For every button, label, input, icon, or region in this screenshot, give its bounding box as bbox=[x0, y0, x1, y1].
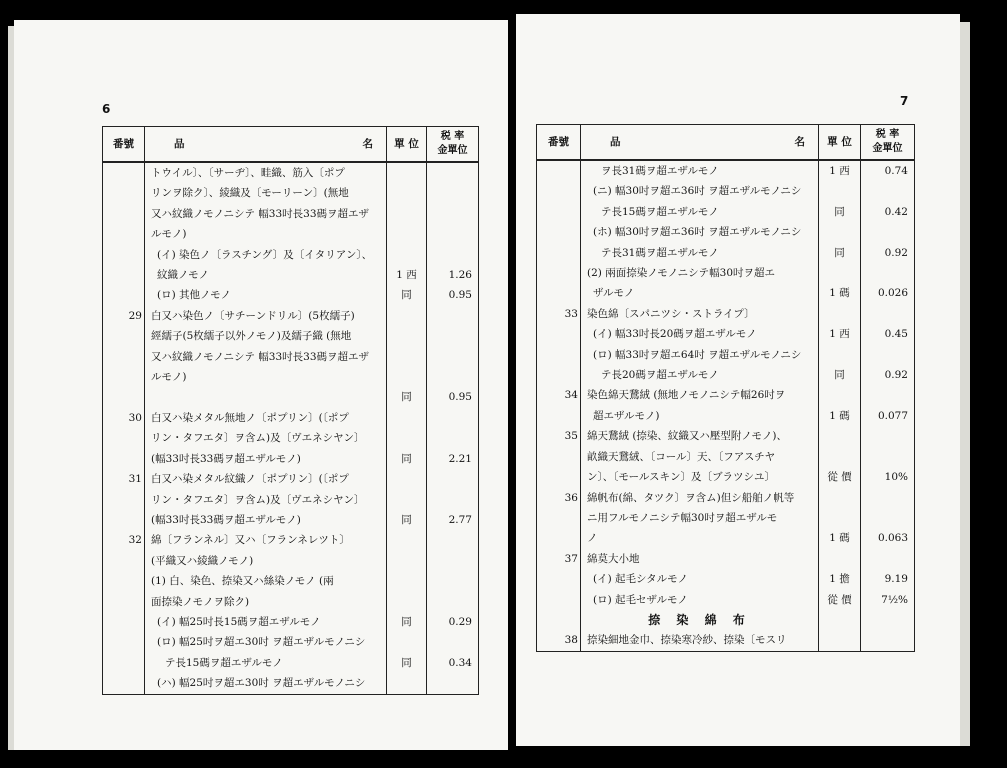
table-row bbox=[537, 263, 915, 283]
entry-number: 34 bbox=[537, 385, 581, 405]
item-description: リンヲ除ク〕、綾織及〔モーリーン〕(無地 bbox=[145, 183, 387, 203]
header-no: 番號 bbox=[103, 127, 145, 163]
unit-cell: 同 bbox=[387, 285, 427, 305]
entry-number bbox=[537, 365, 581, 385]
item-description: (イ) 起毛シタルモノ bbox=[581, 569, 819, 589]
unit-cell: 同 bbox=[387, 510, 427, 530]
item-description: 染色綿天鵞絨 (無地ノモノニシテ幅26吋ヲ bbox=[581, 385, 819, 405]
unit-cell bbox=[387, 632, 427, 652]
rate-cell bbox=[861, 426, 915, 446]
header-unit: 單 位 bbox=[387, 127, 427, 163]
table-header bbox=[537, 125, 915, 161]
table-row bbox=[537, 590, 915, 610]
unit-cell bbox=[387, 530, 427, 550]
rate-cell bbox=[427, 408, 479, 428]
page-stack-edge bbox=[8, 26, 14, 750]
rate-cell bbox=[427, 571, 479, 591]
table-row bbox=[537, 569, 915, 589]
item-description: (ロ) 其他ノモノ bbox=[145, 285, 387, 305]
item-description: ン〕、〔モールスキン〕及〔ブラツシユ〕 bbox=[581, 467, 819, 487]
table-row bbox=[103, 204, 479, 224]
rate-cell bbox=[427, 204, 479, 224]
unit-cell bbox=[819, 222, 861, 242]
table-row bbox=[537, 181, 915, 201]
rate-cell: 2.77 bbox=[427, 510, 479, 530]
table-row bbox=[537, 406, 915, 426]
table-row bbox=[103, 326, 479, 346]
rate-cell bbox=[427, 469, 479, 489]
entry-number: 37 bbox=[537, 549, 581, 569]
table-row bbox=[103, 224, 479, 244]
table-row bbox=[537, 160, 915, 181]
unit-cell: 1 擔 bbox=[819, 569, 861, 589]
table-row bbox=[103, 632, 479, 652]
unit-cell bbox=[819, 426, 861, 446]
unit-cell: 1 西 bbox=[819, 324, 861, 344]
entry-number bbox=[537, 569, 581, 589]
item-description: テ長31碼ヲ超エザルモノ bbox=[581, 243, 819, 263]
unit-cell bbox=[819, 385, 861, 405]
item-description: (ニ) 幅30吋ヲ超エ36吋 ヲ超エザルモノニシ bbox=[581, 181, 819, 201]
page-number-left: 6 bbox=[102, 102, 111, 116]
item-description: (ロ) 幅33吋ヲ超エ64吋 ヲ超エザルモノニシ bbox=[581, 345, 819, 365]
item-description: (ロ) 幅25吋ヲ超エ30吋 ヲ超エザルモノニシ bbox=[145, 632, 387, 652]
rate-cell: 0.95 bbox=[427, 387, 479, 407]
unit-cell bbox=[387, 592, 427, 612]
item-description: テ長15碼ヲ超エザルモノ bbox=[581, 202, 819, 222]
table-body-left bbox=[103, 162, 479, 694]
tariff-table-left bbox=[102, 126, 479, 695]
item-description: 又ハ紋織ノモノニシテ 幅33吋長33碼ヲ超エザ bbox=[145, 204, 387, 224]
unit-cell bbox=[387, 306, 427, 326]
table-row bbox=[103, 306, 479, 326]
header-rate: 税 率 金單位 bbox=[427, 127, 479, 163]
rate-cell bbox=[427, 551, 479, 571]
table-row bbox=[103, 428, 479, 448]
unit-cell bbox=[387, 367, 427, 387]
item-description: (2) 兩面捺染ノモノニシテ幅30吋ヲ超エ bbox=[581, 263, 819, 283]
rate-cell bbox=[427, 347, 479, 367]
entry-number: 33 bbox=[537, 304, 581, 324]
unit-cell bbox=[819, 488, 861, 508]
rate-cell: 2.21 bbox=[427, 449, 479, 469]
item-description: 綿天鵞絨 (捺染、紋織又ハ壓型附ノモノ)、 bbox=[581, 426, 819, 446]
entry-number: 30 bbox=[103, 408, 145, 428]
unit-cell bbox=[387, 204, 427, 224]
rate-cell: 0.063 bbox=[861, 528, 915, 548]
entry-number bbox=[103, 245, 145, 265]
table-row bbox=[103, 612, 479, 632]
table-row bbox=[537, 202, 915, 222]
rate-cell: 10% bbox=[861, 467, 915, 487]
table-row bbox=[537, 549, 915, 569]
rate-cell: 0.42 bbox=[861, 202, 915, 222]
table-body-right bbox=[537, 160, 915, 651]
entry-number bbox=[103, 162, 145, 183]
table-row bbox=[537, 508, 915, 528]
unit-cell: 1 西 bbox=[819, 160, 861, 181]
item-description: ノ bbox=[581, 528, 819, 548]
unit-cell bbox=[387, 162, 427, 183]
entry-number bbox=[103, 612, 145, 632]
rate-cell bbox=[427, 592, 479, 612]
unit-cell: 同 bbox=[387, 653, 427, 673]
unit-cell bbox=[387, 183, 427, 203]
rate-cell bbox=[861, 549, 915, 569]
item-description: 綿莫大小地 bbox=[581, 549, 819, 569]
unit-cell bbox=[387, 326, 427, 346]
item-description: (幅33吋長33碼ヲ超エザルモノ) bbox=[145, 449, 387, 469]
item-description: 捺染細地金巾、捺染寒冷紗、捺染〔モスリ bbox=[581, 630, 819, 651]
header-item-name: 品 名 bbox=[145, 127, 387, 163]
item-description: ニ用フルモノニシテ幅30吋ヲ超エザルモ bbox=[581, 508, 819, 528]
rate-cell bbox=[427, 162, 479, 183]
entry-number bbox=[103, 571, 145, 591]
entry-number bbox=[103, 183, 145, 203]
unit-cell bbox=[387, 245, 427, 265]
rate-cell bbox=[861, 630, 915, 651]
table-row bbox=[537, 222, 915, 242]
rate-cell bbox=[427, 632, 479, 652]
unit-cell: 同 bbox=[819, 365, 861, 385]
table-row bbox=[103, 367, 479, 387]
unit-cell: 從 價 bbox=[819, 467, 861, 487]
entry-number bbox=[537, 528, 581, 548]
unit-cell: 1 西 bbox=[387, 265, 427, 285]
rate-cell bbox=[427, 183, 479, 203]
unit-cell: 從 價 bbox=[819, 590, 861, 610]
rate-cell bbox=[427, 367, 479, 387]
unit-cell bbox=[819, 263, 861, 283]
unit-cell bbox=[819, 304, 861, 324]
rate-cell bbox=[861, 385, 915, 405]
unit-cell bbox=[387, 347, 427, 367]
table-row bbox=[537, 324, 915, 344]
entry-number bbox=[103, 347, 145, 367]
unit-cell: 同 bbox=[819, 202, 861, 222]
table-row bbox=[537, 447, 915, 467]
right-page bbox=[516, 14, 960, 746]
unit-cell: 1 碼 bbox=[819, 283, 861, 303]
unit-cell: 同 bbox=[387, 449, 427, 469]
unit-cell bbox=[819, 181, 861, 201]
entry-number: 36 bbox=[537, 488, 581, 508]
unit-cell bbox=[819, 610, 861, 630]
rate-cell bbox=[861, 345, 915, 365]
rate-cell bbox=[427, 306, 479, 326]
table-row bbox=[537, 610, 915, 630]
item-description: 綿〔フランネル〕又ハ〔フランネレツト〕 bbox=[145, 530, 387, 550]
table-row bbox=[103, 265, 479, 285]
item-description: (イ) 幅25吋長15碼ヲ超エザルモノ bbox=[145, 612, 387, 632]
item-description: (ハ) 幅25吋ヲ超エ30吋 ヲ超エザルモノニシ bbox=[145, 673, 387, 694]
entry-number bbox=[537, 467, 581, 487]
unit-cell bbox=[387, 673, 427, 694]
item-description: 面捺染ノモノヲ除ク) bbox=[145, 592, 387, 612]
entry-number: 29 bbox=[103, 306, 145, 326]
entry-number bbox=[103, 592, 145, 612]
item-description: ザルモノ bbox=[581, 283, 819, 303]
rate-cell bbox=[427, 490, 479, 510]
item-description: 白又ハ染メタル無地ノ〔ポプリン〕(〔ポプ bbox=[145, 408, 387, 428]
item-description: テ長15碼ヲ超エザルモノ bbox=[145, 653, 387, 673]
item-description: (ロ) 起毛セザルモノ bbox=[581, 590, 819, 610]
item-description: (1) 白、染色、捺染又ハ絲染ノモノ (兩 bbox=[145, 571, 387, 591]
entry-number bbox=[103, 367, 145, 387]
rate-cell bbox=[427, 428, 479, 448]
table-row bbox=[537, 243, 915, 263]
rate-cell bbox=[861, 610, 915, 630]
item-description: リン・タフエタ〕ヲ含ム)及〔ヴエネシヤン〕 bbox=[145, 490, 387, 510]
entry-number bbox=[103, 224, 145, 244]
item-description: 又ハ紋織ノモノニシテ 幅33吋長33碼ヲ超エザ bbox=[145, 347, 387, 367]
page-number-right: 7 bbox=[900, 94, 909, 108]
entry-number bbox=[537, 243, 581, 263]
unit-cell bbox=[819, 447, 861, 467]
item-description: 綿帆布(綿、タツク〕ヲ含ム)但シ船舶ノ帆等 bbox=[581, 488, 819, 508]
item-description: ルモノ) bbox=[145, 367, 387, 387]
table-row bbox=[103, 510, 479, 530]
entry-number bbox=[537, 283, 581, 303]
table-header bbox=[103, 127, 479, 163]
table-row bbox=[103, 469, 479, 489]
rate-cell bbox=[861, 508, 915, 528]
rate-cell bbox=[427, 530, 479, 550]
table-row bbox=[103, 408, 479, 428]
table-row bbox=[103, 530, 479, 550]
rate-cell: 7½% bbox=[861, 590, 915, 610]
rate-cell: 0.74 bbox=[861, 160, 915, 181]
table-row bbox=[103, 387, 479, 407]
left-page bbox=[14, 20, 508, 750]
item-description: 染色綿〔スパニツシ・ストライプ〕 bbox=[581, 304, 819, 324]
page-stack-edge bbox=[960, 22, 970, 746]
unit-cell: 1 碼 bbox=[819, 406, 861, 426]
entry-number bbox=[537, 324, 581, 344]
table-row bbox=[537, 426, 915, 446]
header-rate: 税 率 金單位 bbox=[861, 125, 915, 161]
rate-cell bbox=[427, 224, 479, 244]
header-unit: 單 位 bbox=[819, 125, 861, 161]
item-description: 經繻子(5枚繻子以外ノモノ)及繻子織 (無地 bbox=[145, 326, 387, 346]
header-item-name: 品 名 bbox=[581, 125, 819, 161]
entry-number: 38 bbox=[537, 630, 581, 651]
unit-cell: 同 bbox=[387, 612, 427, 632]
rate-cell: 0.92 bbox=[861, 243, 915, 263]
item-description: 白又ハ染メタル紋織ノ〔ポプリン〕(〔ポプ bbox=[145, 469, 387, 489]
entry-number bbox=[103, 204, 145, 224]
unit-cell bbox=[387, 490, 427, 510]
table-row bbox=[537, 528, 915, 548]
entry-number: 31 bbox=[103, 469, 145, 489]
rate-cell bbox=[861, 447, 915, 467]
entry-number bbox=[537, 590, 581, 610]
table-row bbox=[103, 592, 479, 612]
unit-cell bbox=[387, 469, 427, 489]
entry-number bbox=[103, 653, 145, 673]
entry-number bbox=[103, 449, 145, 469]
item-description: 捺 染 綿 布 bbox=[581, 610, 819, 630]
item-description: トウイル〕、〔サーヂ〕、畦織、筋入〔ポプ bbox=[145, 162, 387, 183]
entry-number bbox=[537, 160, 581, 181]
item-description: ヲ長31碼ヲ超エザルモノ bbox=[581, 160, 819, 181]
entry-number bbox=[537, 263, 581, 283]
rate-cell bbox=[427, 673, 479, 694]
item-description: 畝織天鵞絨、〔コール〕天、〔フアスチヤ bbox=[581, 447, 819, 467]
entry-number bbox=[537, 508, 581, 528]
rate-cell: 0.077 bbox=[861, 406, 915, 426]
item-description: (ホ) 幅30吋ヲ超エ36吋 ヲ超エザルモノニシ bbox=[581, 222, 819, 242]
unit-cell bbox=[819, 345, 861, 365]
item-description: 白又ハ染色ノ〔サチーンドリル〕(5枚繻子) bbox=[145, 306, 387, 326]
rate-cell: 0.026 bbox=[861, 283, 915, 303]
rate-cell bbox=[861, 222, 915, 242]
table-row bbox=[103, 490, 479, 510]
rate-cell bbox=[427, 326, 479, 346]
rate-cell: 0.92 bbox=[861, 365, 915, 385]
rate-cell bbox=[861, 181, 915, 201]
rate-cell bbox=[427, 245, 479, 265]
item-description: テ長20碼ヲ超エザルモノ bbox=[581, 365, 819, 385]
table-row bbox=[103, 245, 479, 265]
entry-number bbox=[537, 222, 581, 242]
table-row bbox=[537, 283, 915, 303]
unit-cell bbox=[387, 408, 427, 428]
table-row bbox=[103, 653, 479, 673]
unit-cell bbox=[387, 428, 427, 448]
table-row bbox=[103, 183, 479, 203]
item-description: リン・タフエタ〕ヲ含ム)及〔ヴエネシヤン〕 bbox=[145, 428, 387, 448]
entry-number bbox=[103, 265, 145, 285]
rate-cell: 0.45 bbox=[861, 324, 915, 344]
rate-cell bbox=[861, 304, 915, 324]
table-row bbox=[537, 467, 915, 487]
rate-cell bbox=[861, 488, 915, 508]
rate-cell: 1.26 bbox=[427, 265, 479, 285]
unit-cell: 同 bbox=[387, 387, 427, 407]
rate-cell: 0.34 bbox=[427, 653, 479, 673]
table-row bbox=[103, 571, 479, 591]
entry-number bbox=[103, 387, 145, 407]
unit-cell: 1 碼 bbox=[819, 528, 861, 548]
item-description: ルモノ) bbox=[145, 224, 387, 244]
item-description: (イ) 染色ノ〔ラスチング〕及〔イタリアン〕、 bbox=[145, 245, 387, 265]
unit-cell: 同 bbox=[819, 243, 861, 263]
table-row bbox=[537, 488, 915, 508]
item-description: (幅33吋長33碼ヲ超エザルモノ) bbox=[145, 510, 387, 530]
table-row bbox=[537, 630, 915, 651]
entry-number: 32 bbox=[103, 530, 145, 550]
table-row bbox=[537, 365, 915, 385]
entry-number: 35 bbox=[537, 426, 581, 446]
entry-number bbox=[103, 632, 145, 652]
table-row bbox=[103, 673, 479, 694]
entry-number bbox=[537, 406, 581, 426]
item-description: (平織又ハ綾織ノモノ) bbox=[145, 551, 387, 571]
entry-number bbox=[537, 345, 581, 365]
entry-number bbox=[103, 326, 145, 346]
entry-number bbox=[103, 551, 145, 571]
table-row bbox=[103, 347, 479, 367]
entry-number bbox=[537, 181, 581, 201]
unit-cell bbox=[387, 224, 427, 244]
table-row bbox=[103, 162, 479, 183]
table-row bbox=[537, 345, 915, 365]
rate-cell: 0.29 bbox=[427, 612, 479, 632]
entry-number bbox=[537, 447, 581, 467]
entry-number bbox=[537, 610, 581, 630]
item-description: 超エザルモノ) bbox=[581, 406, 819, 426]
entry-number bbox=[103, 510, 145, 530]
table-row bbox=[103, 285, 479, 305]
entry-number bbox=[103, 285, 145, 305]
entry-number bbox=[537, 202, 581, 222]
unit-cell bbox=[387, 551, 427, 571]
entry-number bbox=[103, 673, 145, 694]
table-row bbox=[103, 449, 479, 469]
entry-number bbox=[103, 490, 145, 510]
item-description: (イ) 幅33吋長20碼ヲ超エザルモノ bbox=[581, 324, 819, 344]
rate-cell: 0.95 bbox=[427, 285, 479, 305]
header-no: 番號 bbox=[537, 125, 581, 161]
table-row bbox=[103, 551, 479, 571]
item-description bbox=[145, 387, 387, 407]
unit-cell bbox=[819, 508, 861, 528]
item-description: 紋織ノモノ bbox=[145, 265, 387, 285]
rate-cell bbox=[861, 263, 915, 283]
rate-cell: 9.19 bbox=[861, 569, 915, 589]
table-row bbox=[537, 385, 915, 405]
unit-cell bbox=[819, 549, 861, 569]
table-row bbox=[537, 304, 915, 324]
entry-number bbox=[103, 428, 145, 448]
unit-cell bbox=[387, 571, 427, 591]
tariff-table-right bbox=[536, 124, 915, 652]
unit-cell bbox=[819, 630, 861, 651]
